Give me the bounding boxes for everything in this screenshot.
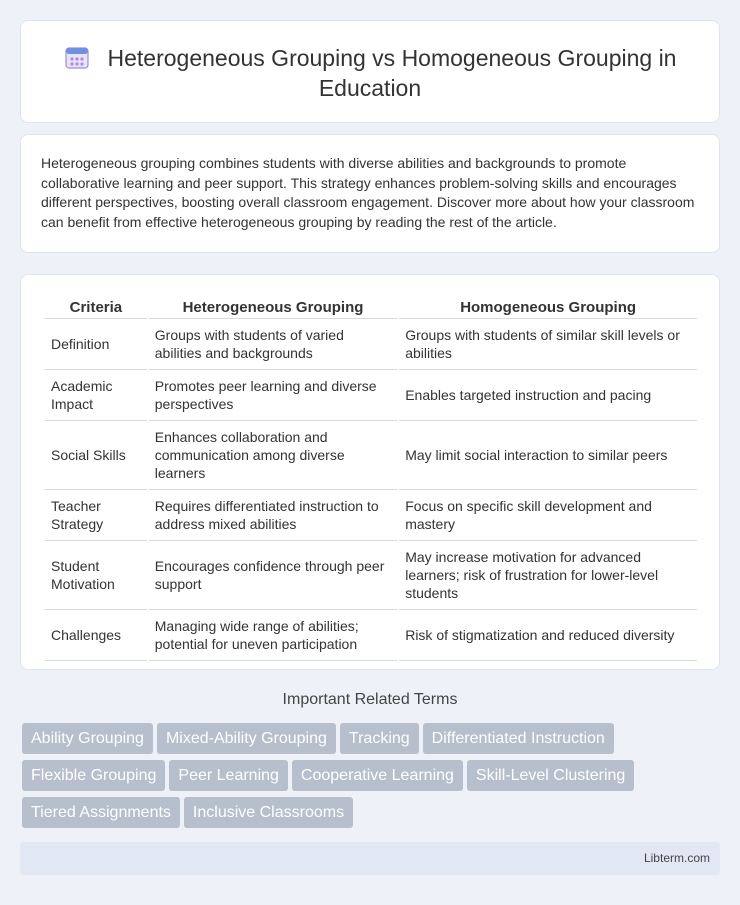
cell-heterogeneous: Groups with students of varied abilities and backgrounds [149, 319, 397, 370]
footer-site-link[interactable]: Libterm.com [643, 851, 710, 865]
footer [20, 842, 720, 875]
cell-criteria: Teacher Strategy [45, 490, 147, 541]
table-row [45, 370, 697, 421]
tag-flexible-grouping[interactable]: Flexible Grouping [22, 760, 165, 791]
related-terms-heading: Important Related Terms [282, 691, 458, 708]
tag-tiered-assignments[interactable]: Tiered Assignments [22, 797, 180, 828]
cell-heterogeneous: Enhances collaboration and communication among diverse learners [149, 421, 397, 490]
page-title: Heterogeneous Grouping vs Homogeneous Grouping in Education [107, 45, 677, 101]
cell-heterogeneous: Requires differentiated instruction to address mixed abilities [149, 490, 397, 541]
table-row [45, 610, 697, 661]
cell-homogeneous: May increase motivation for advanced learners; risk of frustration for lower-level students [399, 541, 697, 610]
cell-criteria: Academic Impact [45, 370, 147, 421]
cell-criteria: Definition [45, 319, 147, 370]
tag-tracking[interactable]: Tracking [340, 723, 419, 754]
cell-homogeneous: Enables targeted instruction and pacing [399, 370, 697, 421]
calendar-icon [64, 44, 90, 70]
tag-row [22, 797, 722, 834]
header-heterogeneous: Heterogeneous Grouping [149, 295, 397, 319]
table-row [45, 541, 697, 610]
cell-heterogeneous: Encourages confidence through peer support [149, 541, 397, 610]
table-row [45, 421, 697, 490]
intro-card [20, 134, 720, 253]
tag-skill-level-clustering[interactable]: Skill-Level Clustering [467, 760, 634, 791]
table-header-row [45, 295, 697, 319]
comparison-card [20, 274, 720, 670]
header-criteria: Criteria [45, 295, 147, 319]
cell-homogeneous: May limit social interaction to similar peers [399, 421, 697, 490]
table-row [45, 319, 697, 370]
tag-peer-learning[interactable]: Peer Learning [169, 760, 288, 791]
intro-paragraph: Heterogeneous grouping combines students with diverse abilities and backgrounds to promote collaborative learning and peer support. This strategy enhances problem-solving skills and encourages different perspectives, boosting overall classroom engagement. Discover more about how your classroom can benefit from effective heterogeneous grouping by reading the rest of the article. [41, 155, 695, 230]
cell-homogeneous: Focus on specific skill development and mastery [399, 490, 697, 541]
page-title-wrap [51, 43, 689, 103]
tag-ability-grouping[interactable]: Ability Grouping [22, 723, 153, 754]
cell-criteria: Social Skills [45, 421, 147, 490]
tag-row [22, 723, 722, 760]
table-row [45, 490, 697, 541]
tag-mixed-ability-grouping[interactable]: Mixed-Ability Grouping [157, 723, 336, 754]
cell-heterogeneous: Managing wide range of abilities; potential for uneven participation [149, 610, 397, 661]
cell-criteria: Student Motivation [45, 541, 147, 610]
tag-cooperative-learning[interactable]: Cooperative Learning [292, 760, 463, 791]
cell-heterogeneous: Promotes peer learning and diverse perspectives [149, 370, 397, 421]
header-homogeneous: Homogeneous Grouping [399, 295, 697, 319]
cell-homogeneous: Risk of stigmatization and reduced diversity [399, 610, 697, 661]
cell-criteria: Challenges [45, 610, 147, 661]
comparison-table [43, 295, 699, 661]
related-terms-list [22, 723, 722, 834]
tag-row [22, 760, 722, 797]
title-card [20, 20, 720, 123]
tag-inclusive-classrooms[interactable]: Inclusive Classrooms [184, 797, 353, 828]
tag-differentiated-instruction[interactable]: Differentiated Instruction [423, 723, 614, 754]
cell-homogeneous: Groups with students of similar skill levels or abilities [399, 319, 697, 370]
